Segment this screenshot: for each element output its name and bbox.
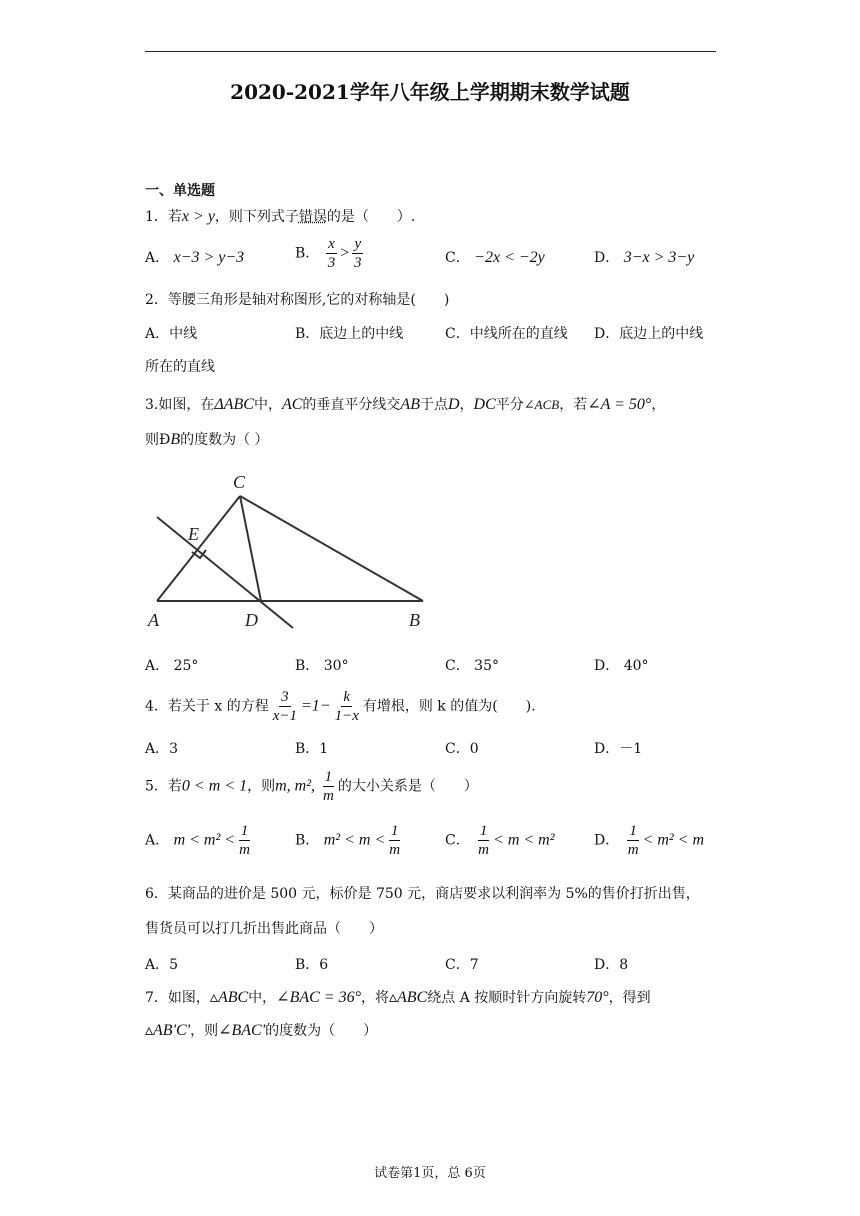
question-5: 5．若0 < m < 1，则m, m², $\frac{1}{m}$ 的大小关系是（ ） (145, 769, 478, 804)
q6-option-d: D．8 (594, 957, 629, 973)
question-1: 1．若x > y，则下列式子错误的是（ ）. (145, 208, 416, 225)
question-3-line-2: 则ÐB的度数为（ ） (145, 431, 269, 448)
q1-option-c: C． −2x < −2y (445, 249, 545, 266)
q4-option-c: C．0 (445, 741, 479, 757)
q3-option-c: C． 35° (445, 658, 499, 674)
q2-option-d: D．底边上的中线 (594, 326, 704, 342)
segment-cd (240, 496, 261, 601)
label-d: D (245, 610, 258, 630)
page-title: 2020-2021学年八年级上学期期末数学试题 (230, 80, 630, 104)
question-7-line-2: ▵AB'C'，则∠BAC'的度数为（ ） (145, 1022, 378, 1039)
page-footer: 试卷第1页，总 6页 (374, 1166, 486, 1181)
q3-option-d: D． 40° (594, 658, 649, 674)
q5-option-c: C． $\frac{1}{m}$ < m < m² (445, 823, 555, 858)
q2-option-b: B．底边上的中线 (295, 326, 404, 342)
question-4: 4．若关于 x 的方程 $\frac{3}{x-1}$ =1− $\frac{k}{1-x}$ 有增根，则 k 的值为( ). (145, 689, 536, 724)
q5-option-d: D． $\frac{1}{m}$ < m² < m (594, 823, 705, 858)
triangle-figure (145, 470, 435, 635)
q2-option-a: A．中线 (145, 326, 198, 342)
q6-option-c: C．7 (445, 957, 479, 973)
question-2: 2．等腰三角形是轴对称图形,它的对称轴是( ) (145, 292, 450, 308)
segment-cb (240, 496, 423, 601)
question-6-line-2: 售货员可以打几折出售此商品（ ） (145, 921, 383, 937)
section-heading: 一、单选题 (145, 183, 215, 199)
q3-option-a: A． 25° (145, 658, 199, 674)
segment-ac (157, 496, 240, 601)
label-a: A (148, 610, 159, 630)
q1-option-a: A． x−3 > y−3 (145, 249, 245, 266)
q5-option-b: B． m² < m < $\frac{1}{m}$ (295, 823, 401, 858)
header-rule (145, 51, 716, 52)
q4-option-d: D．－1 (594, 741, 643, 757)
label-c: C (233, 472, 246, 492)
q1-option-b: B． $\frac{x}{3}$ > $\frac{y}{3}$ (295, 236, 362, 271)
q1-option-d: D． 3−x > 3−y (594, 249, 695, 266)
question-6-line-1: 6．某商品的进价是 500 元，标价是 750 元，商店要求以利润率为 5%的售价打折出售， (145, 886, 700, 902)
label-b: B (409, 610, 420, 630)
q2-option-d-continued: 所在的直线 (145, 359, 215, 375)
question-7-line-1: 7．如图，▵ABC中，∠BAC = 36°，将▵ABC绕点 A 按顺时针方向旋转70°，得到 (145, 989, 651, 1006)
q4-option-a: A．3 (145, 741, 179, 757)
q5-option-a: A． m < m² < $\frac{1}{m}$ (145, 823, 250, 858)
question-3-line-1: 3.如图，在ΔABC中，AC的垂直平分线交AB于点D，DC平分∠ACB，若∠A = 50°， (145, 396, 666, 413)
q4-option-b: B．1 (295, 741, 329, 757)
q2-option-c: C．中线所在的直线 (445, 326, 568, 342)
q3-option-b: B． 30° (295, 658, 349, 674)
label-e: E (188, 524, 199, 544)
q6-option-a: A．5 (145, 957, 179, 973)
q6-option-b: B．6 (295, 957, 329, 973)
perpendicular-bisector (157, 517, 293, 628)
